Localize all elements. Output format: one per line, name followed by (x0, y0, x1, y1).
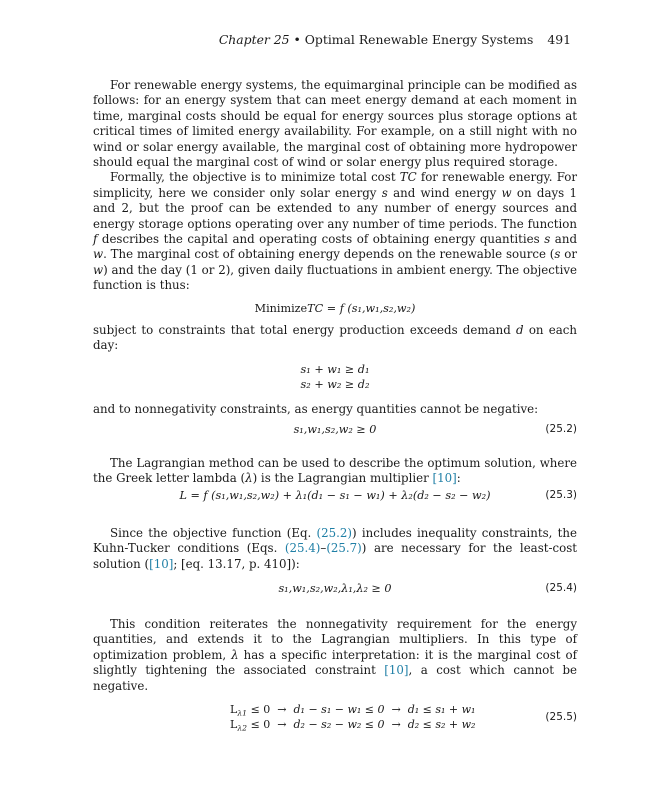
citation-link[interactable]: [10] (432, 471, 457, 486)
paragraph-2: Formally, the objective is to minimize total cost TC for renewable energy. For simplicity, here we consider only solar energy s and wind energy w on days 1 and 2, but the proof can be extended to any number of energy sources and energy storage options operating over any number of time periods. The function f describes the capital and operating costs of obtaining energy quantities s and w. The marginal cost of obtaining energy depends on the renewable source (s or w) and the day (1 or 2), given daily fluctuations in ambient energy. The objective function is thus: (93, 170, 577, 293)
equation-link[interactable]: (25.7) (326, 541, 362, 556)
equation-25-2: s₁,w₁,s₂,w₂ ≥ 0 (25.2) (293, 422, 577, 436)
paragraph-5: The Lagrangian method can be used to describe the optimum solution, where the Greek letter lambda (λ) is the Lagrangian multiplier [10]: (93, 455, 577, 486)
header-bullet: • (293, 32, 301, 47)
equation-objective: MinimizeTC = f (s₁,w₁,s₂,w₂) (254, 301, 416, 315)
equation-link[interactable]: (25.2) (316, 525, 352, 540)
body-text (93, 78, 577, 735)
citation-link[interactable]: [10] (149, 556, 174, 571)
equation-25-5 (93, 703, 577, 735)
chapter-label: Chapter 25 (218, 32, 290, 47)
paragraph-6: Since the objective function (Eq. (25.2)) includes inequality constraints, the Kuhn-Tucker conditions (Eqs. (25.4)–(25.7)) are necessary for the least-cost solution ([10]; [eq. 13.17, p. 410]): (93, 525, 577, 571)
equation-constraint-1: s₁ + w₁ ≥ d₁ (300, 362, 370, 376)
paragraph-3: subject to constraints that total energy production exceeds demand d on each day: (93, 322, 577, 353)
equation-number: (25.5) (545, 710, 577, 723)
equation-25-4: s₁,w₁,s₂,w₂,λ₁,λ₂ ≥ 0 (25.4) (278, 581, 577, 595)
paragraph-7: This condition reiterates the nonnegativity requirement for the energy quantities, and extends it to the Lagrangian multipliers. In this type of optimization problem, λ has a specific interpretation: it is the marginal cost of slightly tightening the associated constraint [10], a cost which cannot be negative. (93, 616, 578, 693)
paragraph-1: For renewable energy systems, the equimarginal principle can be modified as follows: for an energy system that can meet energy demand at each moment in time, marginal costs should be equal for energy sources plus storage options at critical times of limited energy availability. For example, on a still night with no wind or solar energy available, the marginal cost of obtaining more hydropower should equal the marginal cost of wind or solar energy plus required storage. (93, 78, 577, 170)
paragraph-4: and to nonnegativity constraints, as energy quantities cannot be negative: (93, 401, 539, 416)
equation-25-3: L = f (s₁,w₁,s₂,w₂) + λ₁(d₁ − s₁ − w₁) + λ₂(d₂ − s₂ − w₂) (25.3) (179, 488, 577, 502)
equation-number: (25.4) (545, 581, 577, 594)
citation-link[interactable]: [10] (384, 663, 409, 678)
page-number: 491 (547, 32, 571, 47)
condition-line-2: $L_{\lambda 2} \le 0 \to d_2 - s_2 - w_2 \le 0 \to d_2 \le s_2 + w_2$ (230, 717, 476, 733)
equation-constraint-2: s₂ + w₂ ≥ d₂ (300, 377, 370, 391)
equation-number: (25.3) (545, 488, 577, 501)
running-header (219, 32, 571, 47)
equation-number: (25.2) (545, 422, 577, 435)
condition-line-1: $L_{\lambda 1} \le 0 \to d_1 - s_1 - w_1 \le 0 \to d_1 \le s_1 + w_1$ (230, 702, 476, 718)
chapter-title: Optimal Renewable Energy Systems (304, 32, 534, 47)
equation-link[interactable]: (25.4) (284, 541, 321, 556)
